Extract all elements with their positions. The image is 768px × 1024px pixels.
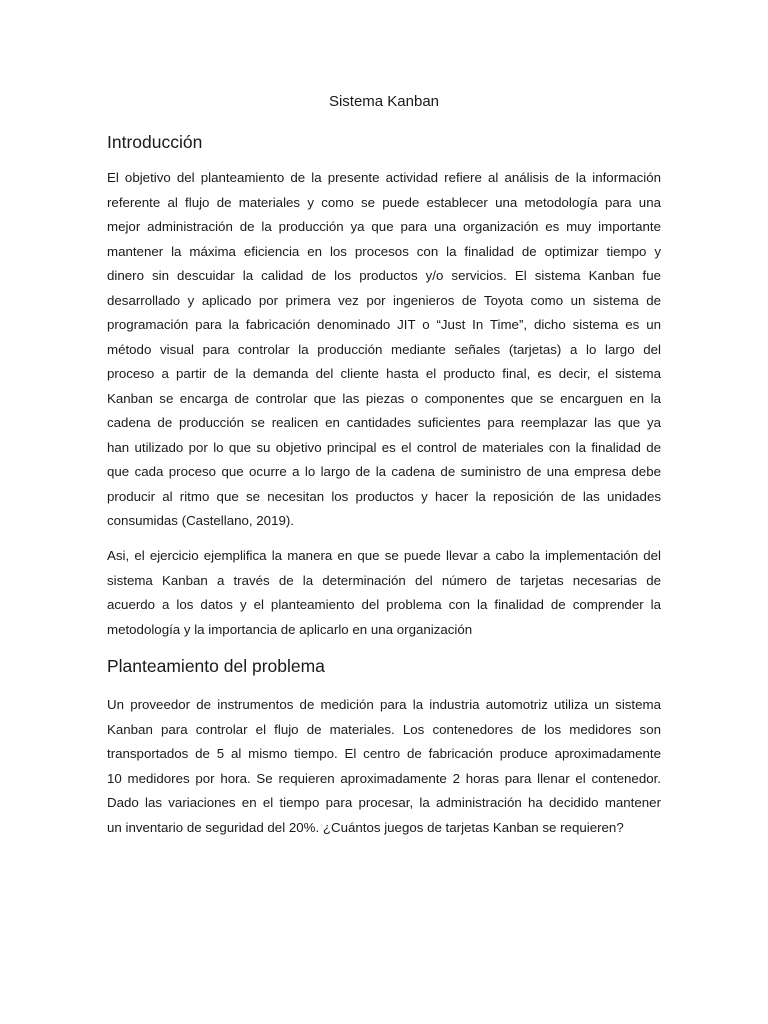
paragraph-line: Un proveedor de instrumentos de medición para la industria automotriz utiliza un sistema bbox=[107, 697, 661, 712]
section-heading-introduccion: Introducción bbox=[107, 132, 203, 152]
paragraph-line: consumidas (Castellano, 2019). bbox=[107, 513, 294, 528]
paragraph-line: transportados de 5 al mismo tiempo. El centro de fabricación produce aproximadamente bbox=[107, 746, 661, 761]
paragraph-line: programación para la fabricación denominado JIT o “Just In Time”, dicho sistema es un bbox=[107, 317, 661, 332]
paragraph-line: proceso a partir de la demanda del cliente hasta el producto final, es decir, el sistema bbox=[107, 366, 661, 381]
paragraph-line: Dado las variaciones en el tiempo para procesar, la administración ha decidido mantener bbox=[107, 795, 661, 810]
paragraph-introduccion-2 bbox=[107, 544, 661, 642]
paragraph-line: Asi, el ejercicio ejemplifica la manera en que se puede llevar a cabo la implementación del bbox=[107, 548, 661, 563]
paragraph-line: 10 medidores por hora. Se requieren aproximadamente 2 horas para llenar el contenedor. bbox=[107, 770, 661, 786]
paragraph-line: Kanban para controlar el flujo de materiales. Los contenedores de los medidores son bbox=[107, 721, 661, 737]
paragraph-line: referente al flujo de materiales y como se puede establecer una metodología para una bbox=[107, 194, 661, 210]
paragraph-planteamiento-1 bbox=[107, 693, 661, 840]
paragraph-line: mejor administración de la producción ya que para una organización es muy importante bbox=[107, 219, 661, 234]
paragraph-line: mantener la máxima eficiencia en los procesos con la finalidad de optimizar tiempo y bbox=[107, 243, 661, 259]
paragraph-line: Kanban se encarga de controlar que las piezas o componentes que se encarguen en la bbox=[107, 390, 661, 406]
paragraph-line: dinero sin descuidar la calidad de los productos y/o servicios. El sistema Kanban fue bbox=[107, 268, 661, 283]
paragraph-line: desarrollado y aplicado por primera vez por ingenieros de Toyota como un sistema de bbox=[107, 292, 661, 308]
paragraph-line: producir al ritmo que se necesitan los productos y hacer la reposición de las unidades bbox=[107, 488, 661, 504]
paragraph-line: El objetivo del planteamiento de la presente actividad refiere al análisis de la información bbox=[107, 170, 661, 185]
paragraph-line: que cada proceso que ocurre a lo largo de la cadena de suministro de una empresa debe bbox=[107, 464, 661, 479]
paragraph-line: metodología y la importancia de aplicarlo en una organización bbox=[107, 621, 473, 637]
document-title: Sistema Kanban bbox=[328, 93, 440, 110]
paragraph-introduccion-1 bbox=[107, 166, 661, 534]
paragraph-line: un inventario de seguridad del 20%. ¿Cuántos juegos de tarjetas Kanban se requieren? bbox=[107, 819, 624, 835]
paragraph-line: método visual para controlar la producción mediante señales (tarjetas) a lo largo del bbox=[107, 341, 661, 357]
paragraph-line: cadena de producción se realicen en cantidades suficientes para reemplazar las que ya bbox=[107, 415, 661, 430]
paragraph-line: han utilizado por lo que su objetivo principal es el control de materiales con la finalidad de bbox=[107, 439, 661, 455]
paragraph-line: sistema Kanban a través de la determinación del número de tarjetas necesarias de bbox=[107, 572, 661, 588]
paragraph-line: acuerdo a los datos y el planteamiento del problema con la finalidad de comprender la bbox=[107, 597, 661, 612]
section-heading-planteamiento: Planteamiento del problema bbox=[107, 656, 325, 676]
